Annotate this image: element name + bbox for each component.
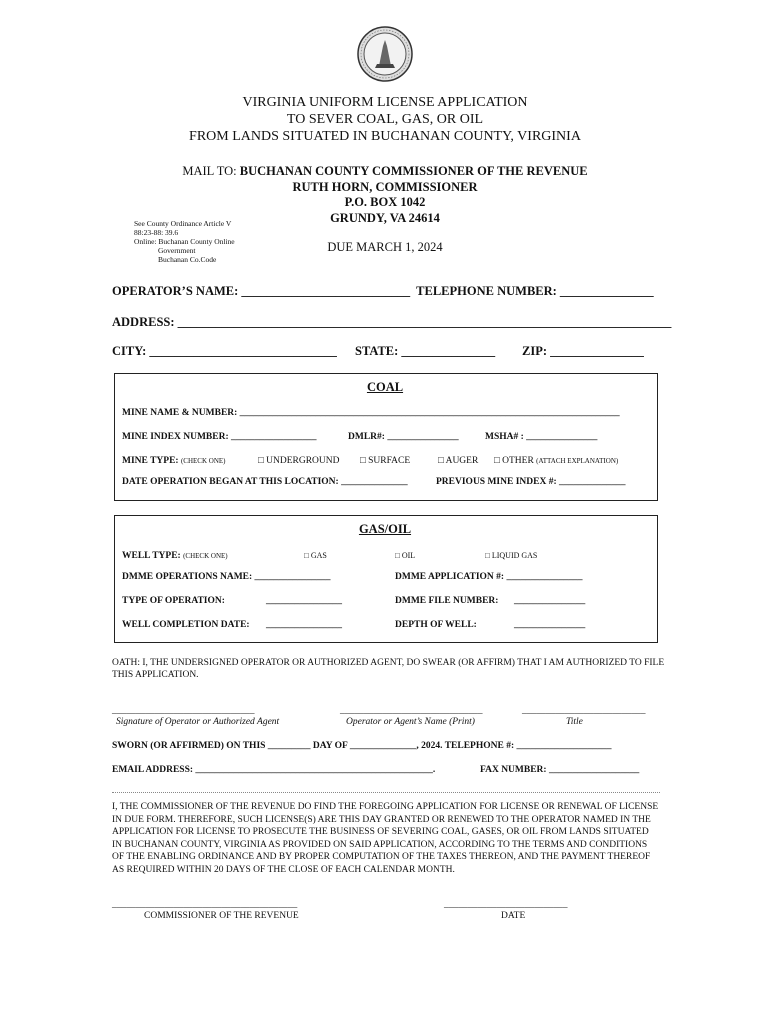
commissioner-certification: I, THE COMMISSIONER OF THE REVENUE DO FIND THE FOREGOING APPLICATION FOR LICENSE OR RENEWAL OF LICENSE IN DUE FORM. THEREFORE, SUCH LICENSE(S) ARE THIS DAY GRANTED OR RENEWED TO THE OPERATOR NAMED IN THE APPLICATION FOR LICENSE TO PROSECUTE THE BUSINESS OF SEVERING COAL, GASES, OR OIL FROM LANDS SITUATED IN BUCHANAN COUNTY, VIRGINIA AS PROVIDED ON SAID APPLICATION, ACCORDING TO THE TERMS AND CONDITIONS OF THE ENABLING ORDINANCE AND BY PROPER COMPUTATION OF THE TAXES THEREON, AND THE PAYMENT THEREOF AS REQUIRED WITHIN 20 DAYS OF THE CLOSE OF EACH CALENDAR MONTH. <box>112 802 659 875</box>
title-line-field[interactable]: __________________________ <box>522 706 646 716</box>
title-line: FROM LANDS SITUATED IN BUCHANAN COUNTY, VIRGINIA <box>189 129 581 144</box>
date-caption: DATE <box>501 911 526 921</box>
other-checkbox[interactable]: □ OTHER <box>494 456 534 466</box>
coal-heading: COAL <box>366 380 404 394</box>
well-type-label <box>122 551 228 561</box>
date-line[interactable]: __________________________ <box>444 900 568 910</box>
auger-checkbox[interactable]: □ AUGER <box>438 456 479 466</box>
signature-caption: Signature of Operator or Authorized Agent <box>116 717 280 727</box>
commissioner-signature-line[interactable]: _______________________________________ <box>112 900 298 910</box>
mine-name-field[interactable]: MINE NAME & NUMBER: ________________________________________________________________________________ <box>122 408 620 418</box>
mine-type-label <box>122 456 225 466</box>
note-line: See County Ordinance Article V <box>134 219 232 228</box>
note-line: 88:23-88: 39.6 <box>134 228 179 237</box>
note-line: Online: Buchanan County Online <box>134 237 235 246</box>
well-type-text: WELL TYPE: <box>122 551 181 561</box>
dmme-file-number-label: DMME FILE NUMBER: <box>395 596 499 606</box>
sworn-row[interactable]: SWORN (OR AFFIRMED) ON THIS _________ DAY OF ______________, 2024. TELEPHONE #: ____________________ <box>112 741 612 751</box>
note-line: Government <box>158 246 196 255</box>
mail-line: BUCHANAN COUNTY COMMISSIONER OF THE REVENUE <box>239 164 588 178</box>
signature-line[interactable]: ______________________________ <box>112 706 255 716</box>
mail-line: RUTH HORN, COMMISSIONER <box>292 179 478 194</box>
surface-checkbox[interactable]: □ SURFACE <box>360 456 411 466</box>
section-divider <box>112 792 660 793</box>
type-of-operation-field[interactable]: ________________ <box>266 596 342 606</box>
well-completion-date-field[interactable]: ________________ <box>266 620 342 630</box>
virginia-seal-logo <box>357 26 413 82</box>
previous-index-field[interactable]: PREVIOUS MINE INDEX #: ______________ <box>436 477 626 487</box>
check-one-hint: (CHECK ONE) <box>183 552 228 560</box>
print-name-line[interactable]: ______________________________ <box>340 706 483 716</box>
liquid-gas-checkbox[interactable]: □ LIQUID GAS <box>485 551 538 560</box>
form-title <box>0 94 770 145</box>
zip-field[interactable]: ZIP: _______________ <box>522 344 644 358</box>
title-caption: Title <box>566 717 583 727</box>
depth-of-well-field[interactable]: _______________ <box>514 620 586 630</box>
attach-explanation-hint: (ATTACH EXPLANATION) <box>536 457 619 465</box>
fax-field[interactable]: FAX NUMBER: ___________________ <box>480 765 640 775</box>
well-completion-date-label: WELL COMPLETION DATE: <box>122 620 250 630</box>
depth-of-well-label: DEPTH OF WELL: <box>395 620 477 630</box>
mail-line: P.O. BOX 1042 <box>344 195 426 209</box>
due-date: DUE MARCH 1, 2024 <box>327 240 443 254</box>
title-line: TO SEVER COAL, GAS, OR OIL <box>286 112 484 127</box>
note-line: Buchanan Co.Code <box>158 255 217 264</box>
dmme-operations-name-field[interactable]: DMME OPERATIONS NAME: ________________ <box>122 572 331 582</box>
operator-name-row[interactable]: OPERATOR’S NAME: ___________________________ TELEPHONE NUMBER: _______________ <box>112 284 654 298</box>
title-line: VIRGINIA UNIFORM LICENSE APPLICATION <box>242 95 528 110</box>
underground-checkbox[interactable]: □ UNDERGROUND <box>258 456 340 466</box>
oath-statement: OATH: I, THE UNDERSIGNED OPERATOR OR AUTHORIZED AGENT, DO SWEAR (OR AFFIRM) THAT I AM AUTHORIZED TO FILE THIS APPLICATION. <box>112 658 665 680</box>
mail-to-block <box>0 164 770 226</box>
print-name-caption: Operator or Agent’s Name (Print) <box>346 717 475 727</box>
address-row[interactable]: ADDRESS: _______________________________________________________________________________ <box>112 315 672 329</box>
mail-to-label: MAIL TO: <box>182 164 240 178</box>
commissioner-caption: COMMISSIONER OF THE REVENUE <box>144 911 299 921</box>
oil-checkbox[interactable]: □ OIL <box>395 551 416 560</box>
msha-field[interactable]: MSHA# : _______________ <box>485 432 598 442</box>
dmme-application-field[interactable]: DMME APPLICATION #: ________________ <box>395 572 583 582</box>
dmlr-field[interactable]: DMLR#: _______________ <box>348 432 459 442</box>
gasoil-heading: GAS/OIL <box>358 522 412 536</box>
state-field[interactable]: STATE: _______________ <box>355 344 496 358</box>
mail-line: GRUNDY, VA 24614 <box>330 210 440 225</box>
dmme-file-number-field[interactable]: _______________ <box>514 596 586 606</box>
check-one-hint: (CHECK ONE) <box>180 457 226 465</box>
mine-type-text: MINE TYPE: <box>122 456 179 466</box>
mine-index-field[interactable]: MINE INDEX NUMBER: __________________ <box>122 432 317 442</box>
gas-checkbox[interactable]: □ GAS <box>304 551 327 560</box>
email-field[interactable]: EMAIL ADDRESS: __________________________________________________. <box>112 765 436 775</box>
date-began-field[interactable]: DATE OPERATION BEGAN AT THIS LOCATION: ______________ <box>122 477 408 487</box>
type-of-operation-label: TYPE OF OPERATION: <box>122 596 225 606</box>
other-checkbox-group <box>494 456 618 466</box>
city-field[interactable]: CITY: ______________________________ <box>112 344 337 358</box>
